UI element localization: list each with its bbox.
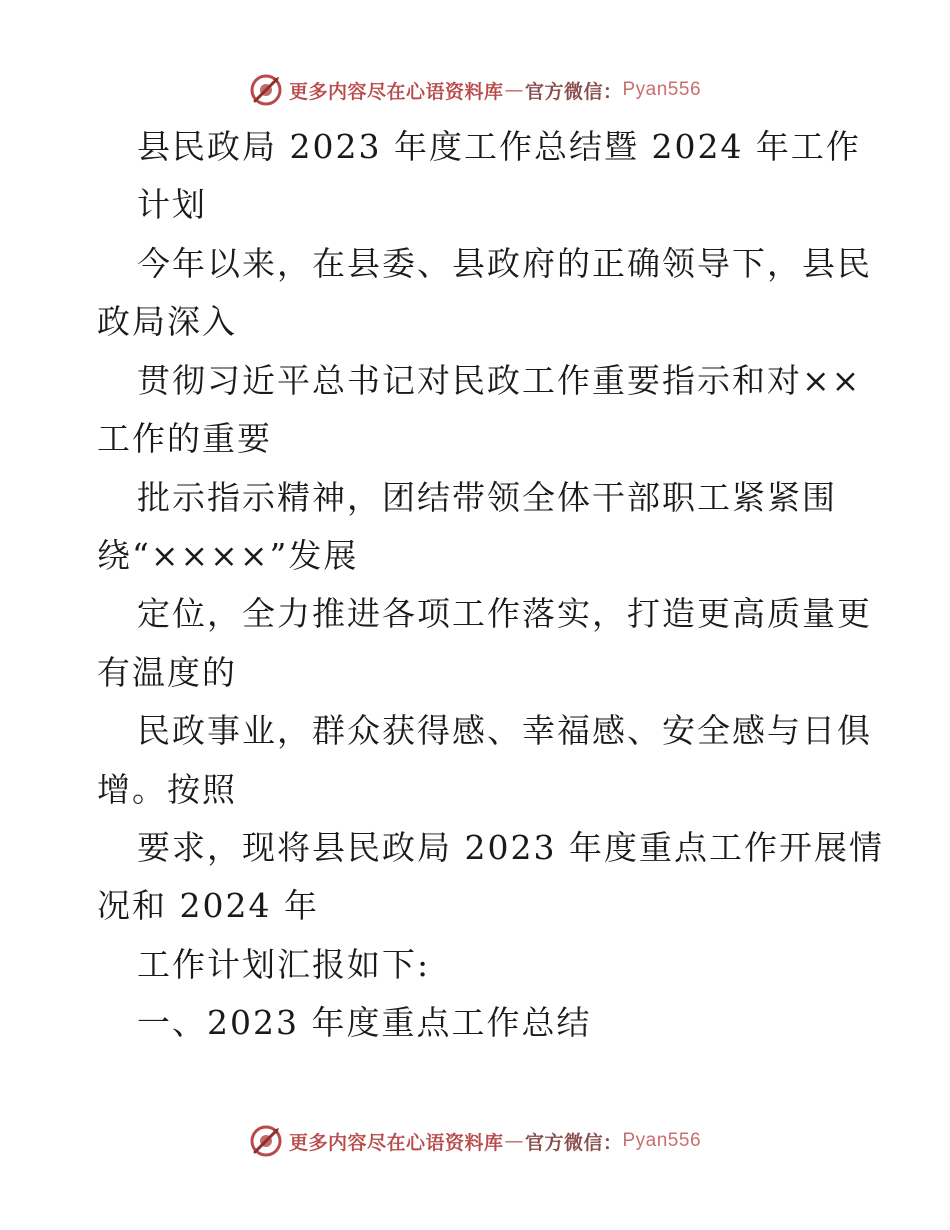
text-line: 有温度的 bbox=[97, 653, 237, 692]
text-line: 工作的重要 bbox=[97, 419, 272, 458]
watermark-text: 更多内容尽在心语资料库 bbox=[288, 1131, 504, 1154]
text-line: 政局深入 bbox=[97, 302, 237, 341]
text-line: 增。按照 bbox=[97, 770, 237, 809]
text-line: 工作计划汇报如下: bbox=[137, 945, 431, 984]
watermark-wechat-id: Pyan556 bbox=[622, 79, 702, 100]
watermark-text: 更多内容尽在心语资料库 bbox=[288, 80, 504, 103]
text-line: 绕“××××”发展 bbox=[97, 536, 359, 575]
document-title-cont: 计划 bbox=[137, 185, 207, 224]
text-line: 贯彻习近平总书记对民政工作重要指示和对×× bbox=[137, 361, 862, 400]
document-title: 县民政局 2023 年度工作总结暨 2024 年工作 bbox=[137, 127, 861, 166]
brand-logo-icon bbox=[249, 73, 283, 107]
watermark-separator: — bbox=[504, 1130, 524, 1152]
brand-logo-icon bbox=[249, 1124, 283, 1158]
text-line: 今年以来，在县委、县政府的正确领导下，县民 bbox=[137, 244, 872, 283]
footer-watermark bbox=[0, 1121, 950, 1161]
watermark-official-label: 官方微信： bbox=[524, 80, 623, 103]
text-line: 要求，现将县民政局 2023 年度重点工作开展情 bbox=[137, 828, 884, 867]
watermark-separator: — bbox=[504, 79, 524, 101]
text-line: 批示指示精神，团结带领全体干部职工紧紧围 bbox=[137, 478, 837, 517]
watermark-wechat-id: Pyan556 bbox=[622, 1130, 702, 1151]
text-line: 定位，全力推进各项工作落实，打造更高质量更 bbox=[137, 594, 872, 633]
header-watermark bbox=[0, 70, 950, 110]
text-line: 民政事业，群众获得感、幸福感、安全感与日俱 bbox=[137, 711, 872, 750]
text-line: 况和 2024 年 bbox=[97, 886, 319, 925]
watermark-official-label: 官方微信： bbox=[524, 1131, 623, 1154]
section-heading: 一、2023 年度重点工作总结 bbox=[137, 1003, 592, 1042]
